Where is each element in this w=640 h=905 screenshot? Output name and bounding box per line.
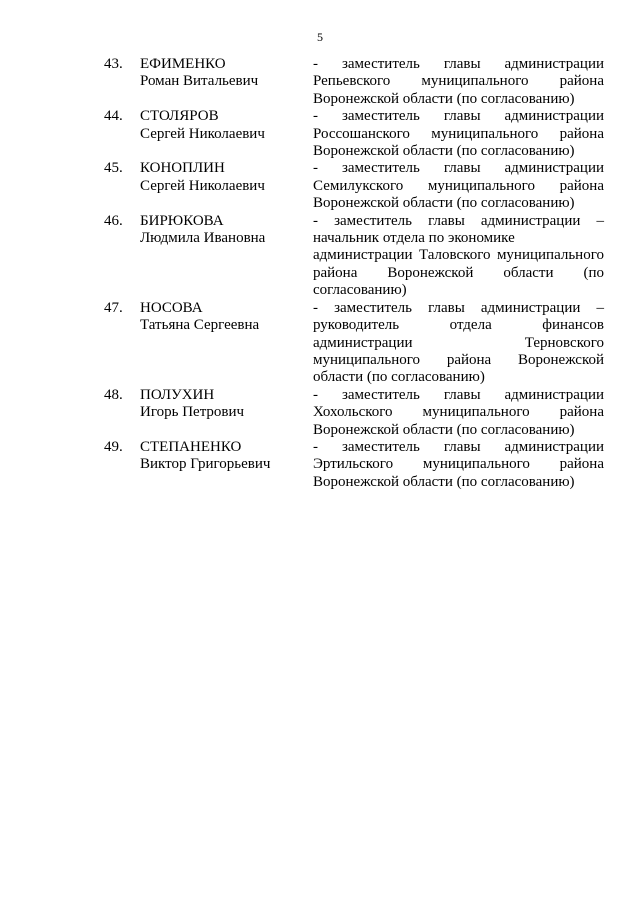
- list-item: [0, 300, 640, 387]
- description-line: Воронежской области (по согласованию): [313, 143, 575, 160]
- person-name: [140, 387, 310, 422]
- given-name: Роман Витальевич: [140, 73, 259, 90]
- item-number: 44.: [104, 108, 123, 125]
- person-name: [140, 213, 310, 248]
- description-line: муниципального района Воронежской: [313, 351, 604, 368]
- description-line: администрации Терновского: [313, 334, 604, 351]
- description-line: администрации Таловского муниципального: [313, 247, 604, 264]
- surname: ЕФИМЕНКО: [140, 56, 226, 72]
- surname: ПОЛУХИН: [140, 386, 215, 403]
- description-line: Семилукского муниципального района: [313, 177, 604, 194]
- description-line: начальник отдела по экономике: [313, 230, 515, 247]
- person-name: [140, 56, 310, 91]
- person-name: [140, 108, 310, 143]
- list-item: [0, 160, 640, 212]
- person-name: [140, 300, 310, 335]
- position-description: [313, 439, 604, 491]
- description-line: Хохольского муниципального района: [313, 404, 604, 421]
- position-description: [313, 56, 604, 108]
- description-line: - заместитель главы администрации: [313, 386, 604, 403]
- list-item: [0, 213, 640, 300]
- description-line: - заместитель главы администрации –: [313, 299, 604, 316]
- description-line: Эртильского муниципального района: [313, 456, 604, 473]
- given-name: Сергей Николаевич: [140, 125, 265, 142]
- description-line: - заместитель главы администрации –: [313, 212, 604, 229]
- item-number: 46.: [104, 212, 123, 229]
- description-line: области (по согласованию): [313, 369, 485, 386]
- description-line: Репьевского муниципального района: [313, 73, 604, 90]
- position-description: [313, 160, 604, 212]
- item-number: 48.: [104, 386, 123, 403]
- description-line: Воронежской области (по согласованию): [313, 90, 575, 107]
- person-name: [140, 439, 310, 474]
- description-line: Воронежской области (по согласованию): [313, 421, 575, 438]
- surname: СТОЛЯРОВ: [140, 108, 219, 125]
- member-list: [0, 56, 640, 491]
- item-number: 47.: [104, 299, 123, 316]
- description-line: района Воронежской области (по: [313, 264, 604, 281]
- description-line: - заместитель главы администрации: [313, 160, 604, 177]
- list-item: [0, 108, 640, 160]
- given-name: Татьяна Сергеевна: [140, 317, 260, 334]
- description-line: руководитель отдела финансов: [313, 317, 604, 334]
- person-name: [140, 160, 310, 195]
- given-name: Виктор Григорьевич: [140, 456, 271, 473]
- given-name: Людмила Ивановна: [140, 230, 266, 247]
- position-description: [313, 300, 604, 387]
- surname: НОСОВА: [140, 299, 203, 316]
- surname: КОНОПЛИН: [140, 160, 225, 177]
- item-number: 49.: [104, 438, 123, 455]
- description-line: - заместитель главы администрации: [313, 438, 604, 455]
- description-line: согласованию): [313, 282, 407, 299]
- description-line: - заместитель главы администрации: [313, 108, 604, 125]
- item-number: 43.: [104, 56, 123, 72]
- item-number: 45.: [104, 160, 123, 177]
- list-item: [0, 387, 640, 439]
- list-item: [0, 56, 640, 108]
- position-description: [313, 108, 604, 160]
- given-name: Игорь Петрович: [140, 404, 245, 421]
- given-name: Сергей Николаевич: [140, 177, 265, 194]
- page-number: 5: [317, 30, 323, 44]
- description-line: Воронежской области (по согласованию): [313, 473, 575, 490]
- position-description: [313, 387, 604, 439]
- description-line: - заместитель главы администрации: [313, 56, 604, 72]
- list-item: [0, 439, 640, 491]
- surname: СТЕПАНЕНКО: [140, 438, 242, 455]
- description-line: Россошанского муниципального района: [313, 125, 604, 142]
- position-description: [313, 213, 604, 300]
- description-line: Воронежской области (по согласованию): [313, 195, 575, 212]
- surname: БИРЮКОВА: [140, 212, 224, 229]
